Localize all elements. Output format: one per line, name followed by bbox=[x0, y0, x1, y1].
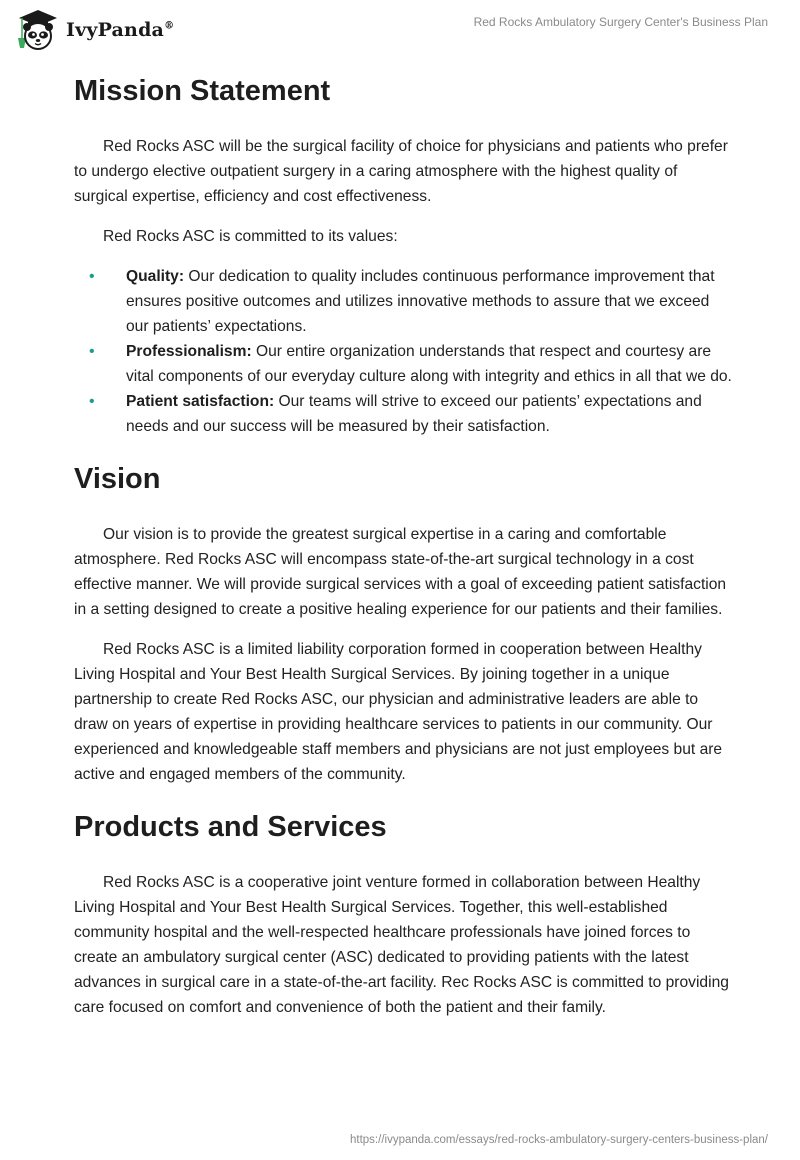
vision-paragraph: Our vision is to provide the greatest surgical expertise in a caring and comfortable atmosphere. Red Rocks ASC will encompass state-of-the-art surgical technology in a cost effective manner. We will provide surgical services with a goal of exceeding patient satisfaction in a setting designed to create a positive healing experience for our patients and their families. bbox=[74, 526, 727, 618]
page-header bbox=[0, 0, 800, 70]
article-body bbox=[74, 72, 734, 1020]
products-paragraph: Red Rocks ASC is a cooperative joint venture formed in collaboration between Healthy Living Hospital and Your Best Health Surgical Services. Together, this well-established community hospital and the well-respected healthcare professionals have joined forces to create an ambulatory surgical center (ASC) dedicated to providing patients with the latest advances in surgical care in a state-of-the-art facility. Rec Rocks ASC is committed to providing care focused on comfort and convenience of both the patient and their family. bbox=[74, 874, 729, 1016]
value-term: Quality: bbox=[126, 268, 185, 285]
panda-graduate-icon bbox=[16, 8, 60, 52]
registered-mark: ® bbox=[164, 20, 175, 32]
vision-heading: Vision bbox=[74, 463, 161, 495]
ivypanda-logo[interactable] bbox=[16, 8, 174, 52]
bullet-dot-icon: • bbox=[89, 268, 95, 285]
bullet-dot-icon: • bbox=[89, 343, 95, 360]
value-text: Our dedication to quality includes continuous performance improvement that ensures positive outcomes and utilizes innovative methods to assure that we exceed our patients’ expectations. bbox=[126, 268, 715, 335]
value-term: Patient satisfaction: bbox=[126, 393, 275, 410]
bullet-dot-icon: • bbox=[89, 393, 95, 410]
value-term: Professionalism: bbox=[126, 343, 252, 360]
list-item bbox=[74, 389, 734, 439]
brand-name: IvyPanda® bbox=[66, 19, 175, 41]
list-item bbox=[74, 264, 734, 339]
mission-heading: Mission Statement bbox=[74, 75, 331, 107]
values-intro: Red Rocks ASC is committed to its values: bbox=[103, 228, 398, 245]
source-url[interactable]: https://ivypanda.com/essays/red-rocks-ambulatory-surgery-centers-business-plan/ bbox=[350, 1134, 768, 1146]
company-paragraph: Red Rocks ASC is a limited liability corporation formed in cooperation between Healthy Living Hospital and Your Best Health Surgical Services. By joining together in a unique partnership to create Red Rocks ASC, our physician and administrative leaders are able to draw on years of expertise in providing healthcare services to patients in our community. Our experienced and knowledgeable staff members and physicians are not just employees but are active and engaged members of the community. bbox=[74, 641, 723, 783]
document-title: Red Rocks Ambulatory Surgery Center's Business Plan bbox=[473, 15, 768, 29]
list-item bbox=[74, 339, 734, 389]
values-list bbox=[74, 264, 734, 439]
value-text: Our entire organization understands that respect and courtesy are vital components of our everyday culture along with integrity and ethics in all that we do. bbox=[126, 343, 732, 385]
mission-paragraph: Red Rocks ASC will be the surgical facility of choice for physicians and patients who prefer to undergo elective outpatient surgery in a caring atmosphere with the highest quality of surgical expertise, efficiency and cost effectiveness. bbox=[74, 138, 728, 205]
products-heading: Products and Services bbox=[74, 811, 387, 843]
value-text: Our teams will strive to exceed our patients’ expectations and needs and our success will be measured by their satisfaction. bbox=[126, 393, 702, 435]
